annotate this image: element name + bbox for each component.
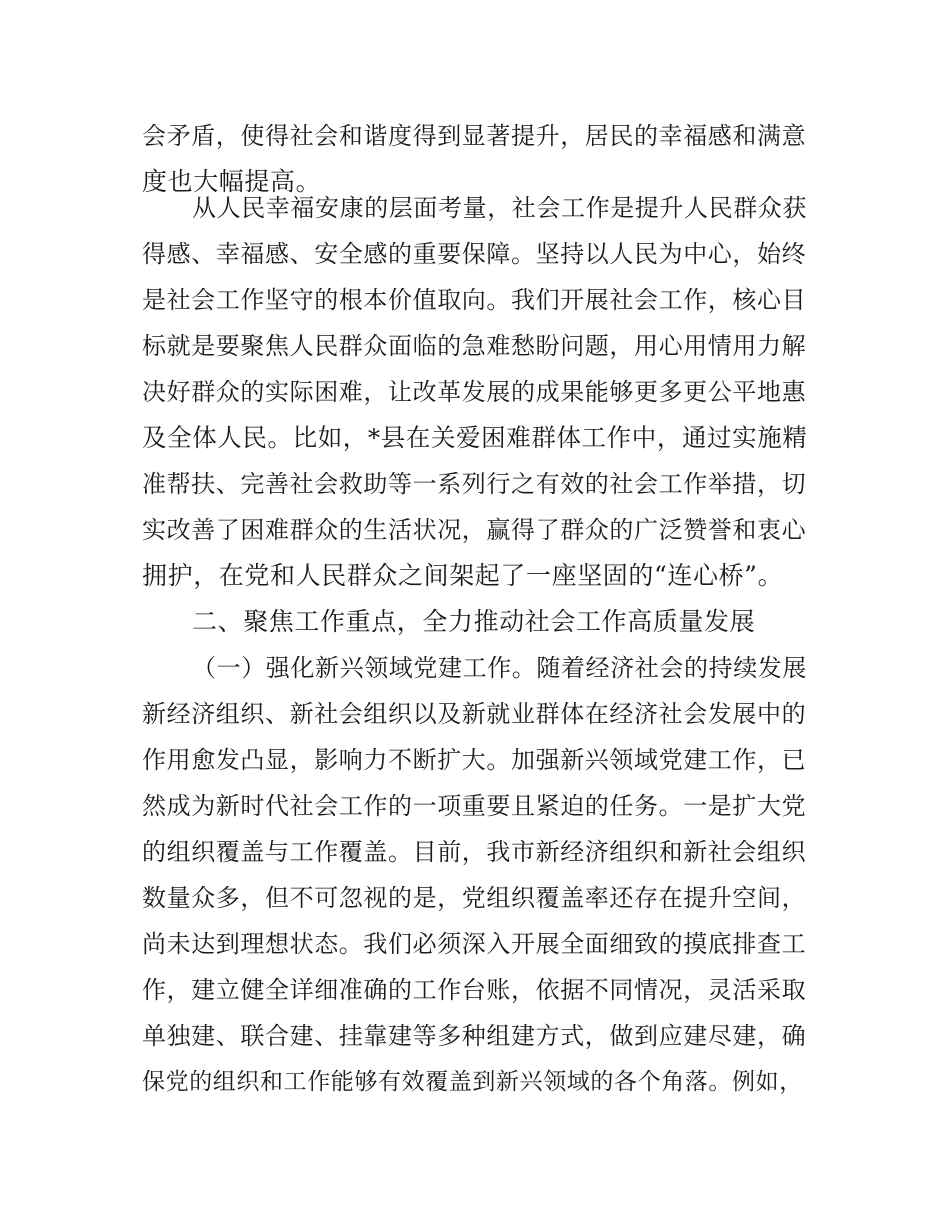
section-heading: 二、聚焦工作重点，全力推动社会工作高质量发展 xyxy=(192,607,756,636)
text-line: 决好群众的实际困难，让改革发展的成果能够更多更公平地惠 xyxy=(142,378,807,406)
text-line: 的组织覆盖与工作覆盖。目前，我市新经济组织和新社会组织 xyxy=(142,838,807,866)
text-line: 保党的组织和工作能够有效覆盖到新兴领域的各个角落。例如， xyxy=(142,1069,803,1095)
text-line: 数量众多，但不可忽视的是，党组织覆盖率还存在提升空间， xyxy=(142,884,807,912)
text-line: 作用愈发凸显，影响力不断扩大。加强新兴领域党建工作，已 xyxy=(142,746,807,774)
text-line: 标就是要聚焦人民群众面临的急难愁盼问题，用心用情用力解 xyxy=(142,332,807,360)
text-line: 尚未达到理想状态。我们必须深入开展全面细致的摸底排查工 xyxy=(142,930,807,958)
text-line: 是社会工作坚守的根本价值取向。我们开展社会工作，核心目 xyxy=(142,286,807,314)
text-line: 然成为新时代社会工作的一项重要且紧迫的任务。一是扩大党 xyxy=(142,792,807,820)
text-line: 及全体人民。比如，*县在关爱困难群体工作中，通过实施精 xyxy=(142,423,808,452)
text-line: 新经济组织、新社会组织以及新就业群体在经济社会发展中的 xyxy=(142,700,807,728)
paragraph-first-line: （一）强化新兴领域党建工作。随着经济社会的持续发展 xyxy=(192,654,807,682)
text-line: 拥护，在党和人民群众之间架起了一座坚固的“连心桥”。 xyxy=(142,561,784,590)
text-line: 实改善了困难群众的生活状况，赢得了群众的广泛赞誉和衷心 xyxy=(142,516,807,544)
text-line: 度也大幅提高。 xyxy=(142,167,322,196)
paragraph-first-line: 从人民幸福安康的层面考量，社会工作是提升人民群众获 xyxy=(192,194,807,222)
text-line: 得感、幸福感、安全感的重要保障。坚持以人民为中心，始终 xyxy=(142,240,807,268)
text-line: 作，建立健全详细准确的工作台账，依据不同情况，灵活采取 xyxy=(142,976,807,1004)
text-line: 单独建、联合建、挂靠建等多种组建方式，做到应建尽建，确 xyxy=(142,1022,807,1050)
text-line: 会矛盾，使得社会和谐度得到显著提升，居民的幸福感和满意 xyxy=(142,122,807,150)
text-line: 准帮扶、完善社会救助等一系列行之有效的社会工作举措，切 xyxy=(142,470,807,498)
